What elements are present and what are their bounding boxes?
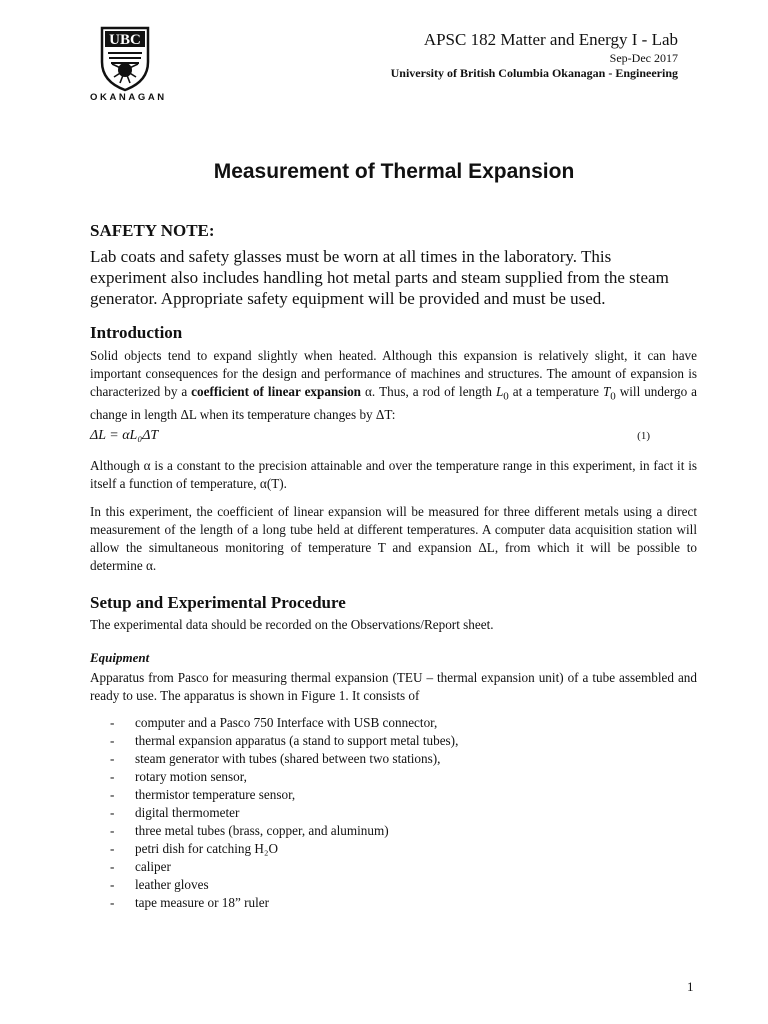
ubc-logo bbox=[100, 26, 150, 92]
introduction-heading: Introduction bbox=[90, 323, 183, 342]
equation-1 bbox=[90, 428, 650, 448]
list-item: - three metal tubes (brass, copper, and aluminum) bbox=[110, 823, 389, 838]
equation-text: ΔL = αL₀ΔT bbox=[90, 428, 159, 443]
list-item: - thermistor temperature sensor, bbox=[110, 787, 296, 802]
list-item: - petri dish for catching H₂O bbox=[110, 841, 279, 856]
list-item: - tape measure or 18” ruler bbox=[110, 895, 270, 910]
equation-number: (1) bbox=[637, 430, 650, 442]
list-item: - caliper bbox=[110, 859, 171, 874]
list-item: - digital thermometer bbox=[110, 805, 240, 820]
safety-body: Lab coats and safety glasses must be worn at all times in the laboratory. This experiment also includes handling hot metal parts and steam supplied from the steam generator. Appropriate safety equipment will be provided and must be used. bbox=[90, 247, 669, 308]
equipment-list bbox=[110, 714, 458, 912]
introduction-paragraph-3: In this experiment, the coefficient of linear expansion will be measured for three different metals using a direct measurement of the length of a long tube held at different temperatures. A computer data acquisition station will allow the simultaneous monitoring of temperature T and expansion ΔL, from which it will be possible to determine α. bbox=[90, 504, 697, 573]
term-label: Sep-Dec 2017 bbox=[609, 51, 678, 65]
key-term: coefficient of linear expansion bbox=[191, 384, 362, 399]
university-label: University of British Columbia Okanagan - Engineering bbox=[390, 66, 678, 80]
safety-heading: SAFETY NOTE: bbox=[90, 221, 215, 240]
page-title: Measurement of Thermal Expansion bbox=[213, 160, 575, 183]
list-item: - thermal expansion apparatus (a stand to support metal tubes), bbox=[110, 733, 459, 748]
list-item: - leather gloves bbox=[110, 877, 209, 892]
svg-text:UBC: UBC bbox=[109, 32, 141, 48]
list-item: - rotary motion sensor, bbox=[110, 769, 247, 784]
setup-heading: Setup and Experimental Procedure bbox=[90, 593, 346, 612]
list-item: - computer and a Pasco 750 Interface with USB connector, bbox=[110, 715, 438, 730]
campus-label: OKANAGAN bbox=[90, 92, 167, 103]
course-title: APSC 182 Matter and Energy I - Lab bbox=[423, 30, 678, 49]
page-number: 1 bbox=[687, 979, 694, 994]
list-item: - steam generator with tubes (shared between two stations), bbox=[110, 751, 441, 766]
setup-paragraph: The experimental data should be recorded on the Observations/Report sheet. bbox=[90, 617, 494, 632]
equipment-heading: Equipment bbox=[90, 650, 150, 665]
equipment-paragraph: Apparatus from Pasco for measuring thermal expansion (TEU – thermal expansion unit) of a tube assembled and ready to use. The apparatus is shown in Figure 1. It consists of bbox=[90, 670, 697, 703]
introduction-paragraph-2: Although α is a constant to the precision attainable and over the temperature range in this experiment, in fact it is itself a function of temperature, α(T). bbox=[90, 458, 697, 491]
introduction-paragraph-1: Solid objects tend to expand slightly when heated. Although this expansion is relatively slight, it can have important consequences for the design and performance of machines and structures. The amount of expansion is characterized by a coefficient of linear expansion α. Thus, a rod of length $L_0$ at a temperature $T_0$ will undergo a change in length ΔL when its temperature changes by ΔT: bbox=[90, 348, 697, 422]
